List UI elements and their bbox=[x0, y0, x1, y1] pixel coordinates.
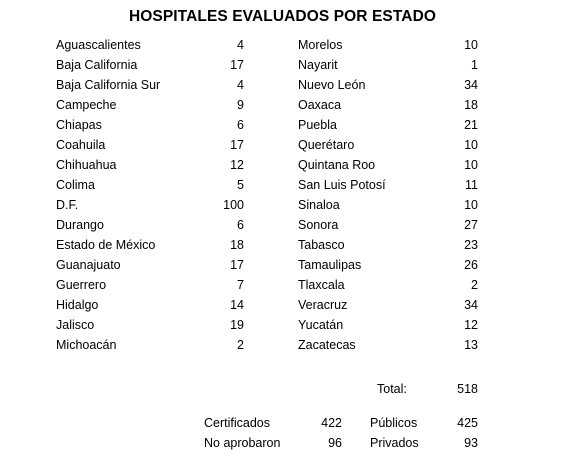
state-name: Zacatecas bbox=[298, 338, 356, 352]
state-name: Guanajuato bbox=[56, 258, 121, 272]
table-row bbox=[0, 295, 565, 315]
summary-row bbox=[0, 413, 565, 433]
state-name: Hidalgo bbox=[56, 298, 99, 312]
state-count: 23 bbox=[464, 238, 478, 252]
state-name: Colima bbox=[56, 178, 95, 192]
table-row bbox=[0, 175, 565, 195]
state-name: Tabasco bbox=[298, 238, 345, 252]
state-name: Veracruz bbox=[298, 298, 348, 312]
state-count: 4 bbox=[237, 78, 244, 92]
state-name: Durango bbox=[56, 218, 104, 232]
summary-value: 93 bbox=[464, 436, 478, 450]
table-row bbox=[0, 255, 565, 275]
state-count: 10 bbox=[464, 38, 478, 52]
summary-label: Públicos bbox=[370, 416, 418, 430]
state-name: Morelos bbox=[298, 38, 343, 52]
state-count: 10 bbox=[464, 198, 478, 212]
state-count: 2 bbox=[471, 278, 478, 292]
table-row bbox=[0, 235, 565, 255]
state-name: Jalisco bbox=[56, 318, 95, 332]
state-name: Querétaro bbox=[298, 138, 355, 152]
state-count: 100 bbox=[223, 198, 244, 212]
state-name: Coahuila bbox=[56, 138, 106, 152]
state-count: 12 bbox=[464, 318, 478, 332]
state-name: Oaxaca bbox=[298, 98, 342, 112]
state-count: 5 bbox=[237, 178, 244, 192]
state-name: Yucatán bbox=[298, 318, 344, 332]
table-row bbox=[0, 75, 565, 95]
total-value: 518 bbox=[457, 382, 478, 396]
state-count: 6 bbox=[237, 118, 244, 132]
state-count: 11 bbox=[465, 178, 478, 192]
state-count: 6 bbox=[237, 218, 244, 232]
state-count: 18 bbox=[230, 238, 244, 252]
state-count: 14 bbox=[230, 298, 244, 312]
table-row bbox=[0, 135, 565, 155]
state-name: Baja California bbox=[56, 58, 138, 72]
state-name: Puebla bbox=[298, 118, 337, 132]
state-name: Quintana Roo bbox=[298, 158, 376, 172]
state-count: 10 bbox=[464, 138, 478, 152]
state-count: 21 bbox=[464, 118, 478, 132]
summary-value: 96 bbox=[328, 436, 342, 450]
summary-label: Certificados bbox=[204, 416, 270, 430]
state-name: Chihuahua bbox=[56, 158, 117, 172]
state-count: 2 bbox=[237, 338, 244, 352]
state-name: D.F. bbox=[56, 198, 79, 212]
table-row bbox=[0, 35, 565, 55]
state-name: Tamaulipas bbox=[298, 258, 362, 272]
state-count: 10 bbox=[464, 158, 478, 172]
table-row bbox=[0, 335, 565, 355]
state-count: 19 bbox=[230, 318, 244, 332]
state-count: 12 bbox=[230, 158, 244, 172]
state-name: Guerrero bbox=[56, 278, 107, 292]
state-count: 17 bbox=[230, 258, 244, 272]
state-name: Baja California Sur bbox=[56, 78, 161, 92]
table-row bbox=[0, 115, 565, 135]
summary-value: 425 bbox=[457, 416, 478, 430]
state-name: Campeche bbox=[56, 98, 117, 112]
state-count: 34 bbox=[464, 78, 478, 92]
state-name: Tlaxcala bbox=[298, 278, 345, 292]
state-name: Nayarit bbox=[298, 58, 338, 72]
summary-value: 422 bbox=[321, 416, 342, 430]
table-row bbox=[0, 155, 565, 175]
table-row bbox=[0, 315, 565, 335]
summary-label: Privados bbox=[370, 436, 419, 450]
state-count: 18 bbox=[464, 98, 478, 112]
state-count: 17 bbox=[230, 58, 244, 72]
total-label: Total: bbox=[377, 382, 407, 396]
state-count: 7 bbox=[237, 278, 244, 292]
state-name: Michoacán bbox=[56, 338, 117, 352]
summary-label: No aprobaron bbox=[204, 436, 281, 450]
state-name: Chiapas bbox=[56, 118, 102, 132]
table-row bbox=[0, 215, 565, 235]
table-row bbox=[0, 95, 565, 115]
state-count: 17 bbox=[230, 138, 244, 152]
state-count: 27 bbox=[464, 218, 478, 232]
state-count: 26 bbox=[464, 258, 478, 272]
state-count: 13 bbox=[464, 338, 478, 352]
state-name: Sinaloa bbox=[298, 198, 340, 212]
table-row bbox=[0, 55, 565, 75]
state-name: Aguascalientes bbox=[56, 38, 141, 52]
table-row bbox=[0, 275, 565, 295]
table-row bbox=[0, 195, 565, 215]
state-count: 4 bbox=[237, 38, 244, 52]
state-count: 1 bbox=[471, 58, 478, 72]
state-name: Estado de México bbox=[56, 238, 156, 252]
state-name: Nuevo León bbox=[298, 78, 366, 92]
state-count: 34 bbox=[464, 298, 478, 312]
state-count: 9 bbox=[237, 98, 244, 112]
state-name: San Luis Potosí bbox=[298, 178, 386, 192]
state-name: Sonora bbox=[298, 218, 339, 232]
summary-row bbox=[0, 433, 565, 453]
page-title: HOSPITALES EVALUADOS POR ESTADO bbox=[128, 8, 437, 25]
